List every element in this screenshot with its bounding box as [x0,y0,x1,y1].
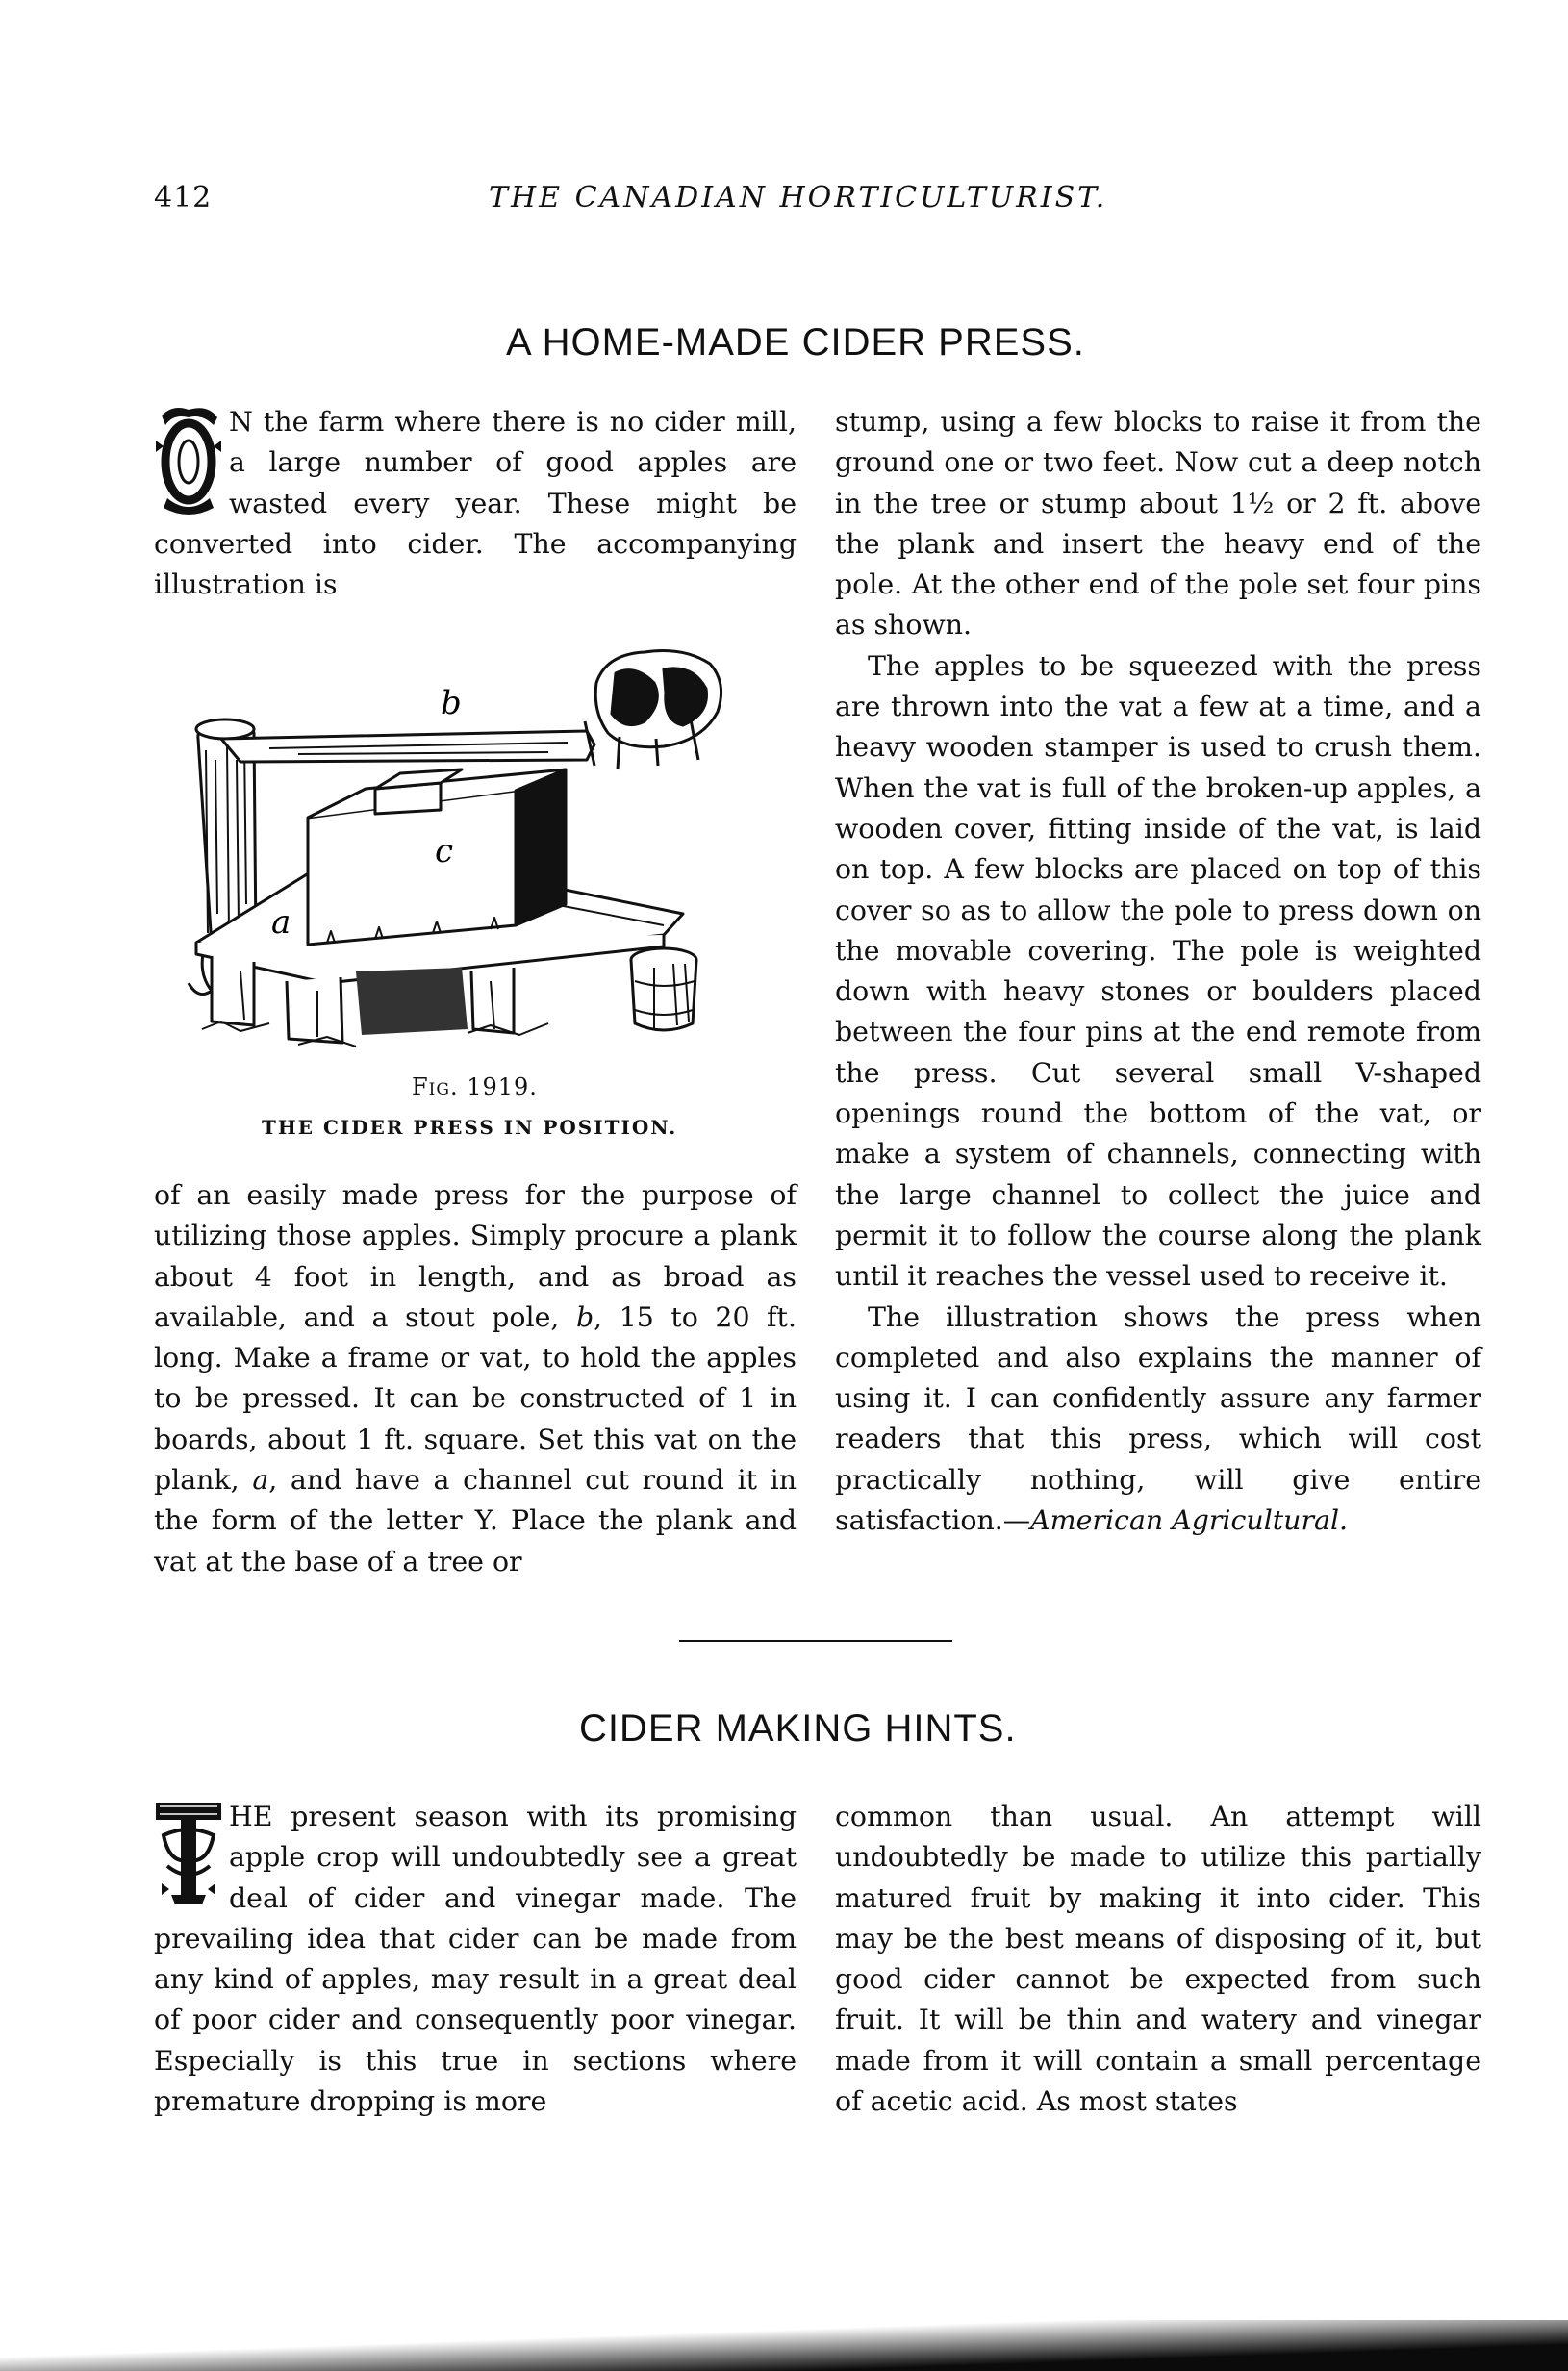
text-run: The illustration shows the press when completed and also explains the manner of using it. I can confidently assure any farmer readers that this press, which will cost practically nothing, will give entire satisfaction.— [835,1300,1481,1537]
article2-left-column [154,1797,797,2122]
dropcap-t-ornament [154,1797,223,1914]
section-divider [679,1640,952,1642]
dropcap-o-ornament [154,402,223,519]
article1-right-column [835,402,1481,1541]
text-run: , and have a channel cut round it in the form of the letter Y. Place the plank and vat at the base of a tree or [154,1464,797,1577]
text-run-italic: a [252,1464,269,1497]
cider-press-illustration [183,625,760,1068]
article1-right-paragraph-2: The apples to be squeezed with the press are thrown into the vat a few at a time, and a heavy wooden stamper is used to crush them. When the vat is full of the broken-up apples, a wooden cover, fitting inside of the vat, is laid on top. A few blocks are placed on top of this cover so as to allow the pole to press down on the movable covering. The pole is weighted down with heavy stones or boulders placed between the four pins at the end remote from the press. Cut several small V-shaped openings round the bottom of the vat, or make a system of channels, connecting with the large channel to collect the juice and permit it to follow the course along the plank until it reaches the vessel used to receive it. [835,649,1481,1293]
article1-intro-text: N the farm where there is no cider mill, a large number of good apples are wasted every year. These might be converted into cider. The accompanying illustration is [154,406,797,601]
article2-right-column [835,1797,1481,2122]
article2-left-text: HE present season with its promising apple crop will undoubtedly see a great deal of cider and vinegar made. The prevailing idea that cider can be made from any kind of apples, may result in a great deal of poor cider and consequently poor vinegar. Especially is this true in sections where premature dropping is more [154,1801,797,2118]
figure-label-c: c [435,832,454,870]
figure-label-a: a [271,903,291,942]
figure-number-caption: Fig. 1919. [412,1073,538,1100]
text-run-italic: b [575,1300,594,1333]
article1-left-bottom-text [154,1175,797,1582]
article-title-cider-press: A HOME-MADE CIDER PRESS. [506,321,1085,364]
figure-title-caption: THE CIDER PRESS IN POSITION. [262,1116,678,1139]
dropcap-t-icon [154,1797,223,1914]
text-run: of an easily made press for the purpose of utilizing those apples. Simply procure a plank about 4 foot in length, and as broad as available, and a stout pole, [154,1179,797,1333]
journal-title: THE CANADIAN HORTICULTURIST. [489,181,1108,214]
running-header [0,181,1568,219]
article1-left-column-bottom [154,1175,797,1582]
article2-right-text: common than usual. An attempt will undoubtedly be made to utilize this partially matured fruit by making it into cider. This may be the best means of disposing of it, but good cider cannot be expected from such fruit. It will be thin and watery and vinegar made from it will contain a small percentage of acetic acid. As most states [835,1801,1481,2118]
source-attribution: American Agricultural. [1030,1504,1349,1537]
page-number: 412 [154,181,213,214]
text-run: , 15 to 20 ft. long. Make a frame or vat, to hold the apples to be pressed. It can be constructed of 1 in boards, about 1 ft. square. Set this vat on the plank, [154,1300,797,1497]
article1-left-column-top [154,402,797,605]
figure-label-b: b [441,684,462,722]
dropcap-o-icon [154,402,223,519]
article1-right-paragraph-3 [835,1298,1481,1542]
article1-right-paragraph-1: stump, using a few blocks to raise it from the ground one or two feet. Now cut a deep notch in the tree or stump about 1½ or 2 ft. above the plank and insert the heavy end of the pole. At the other end of the pole set four pins as shown. [835,406,1481,642]
article-title-cider-hints: CIDER MAKING HINTS. [579,1707,1017,1750]
scan-edge-shadow [0,2320,1568,2371]
